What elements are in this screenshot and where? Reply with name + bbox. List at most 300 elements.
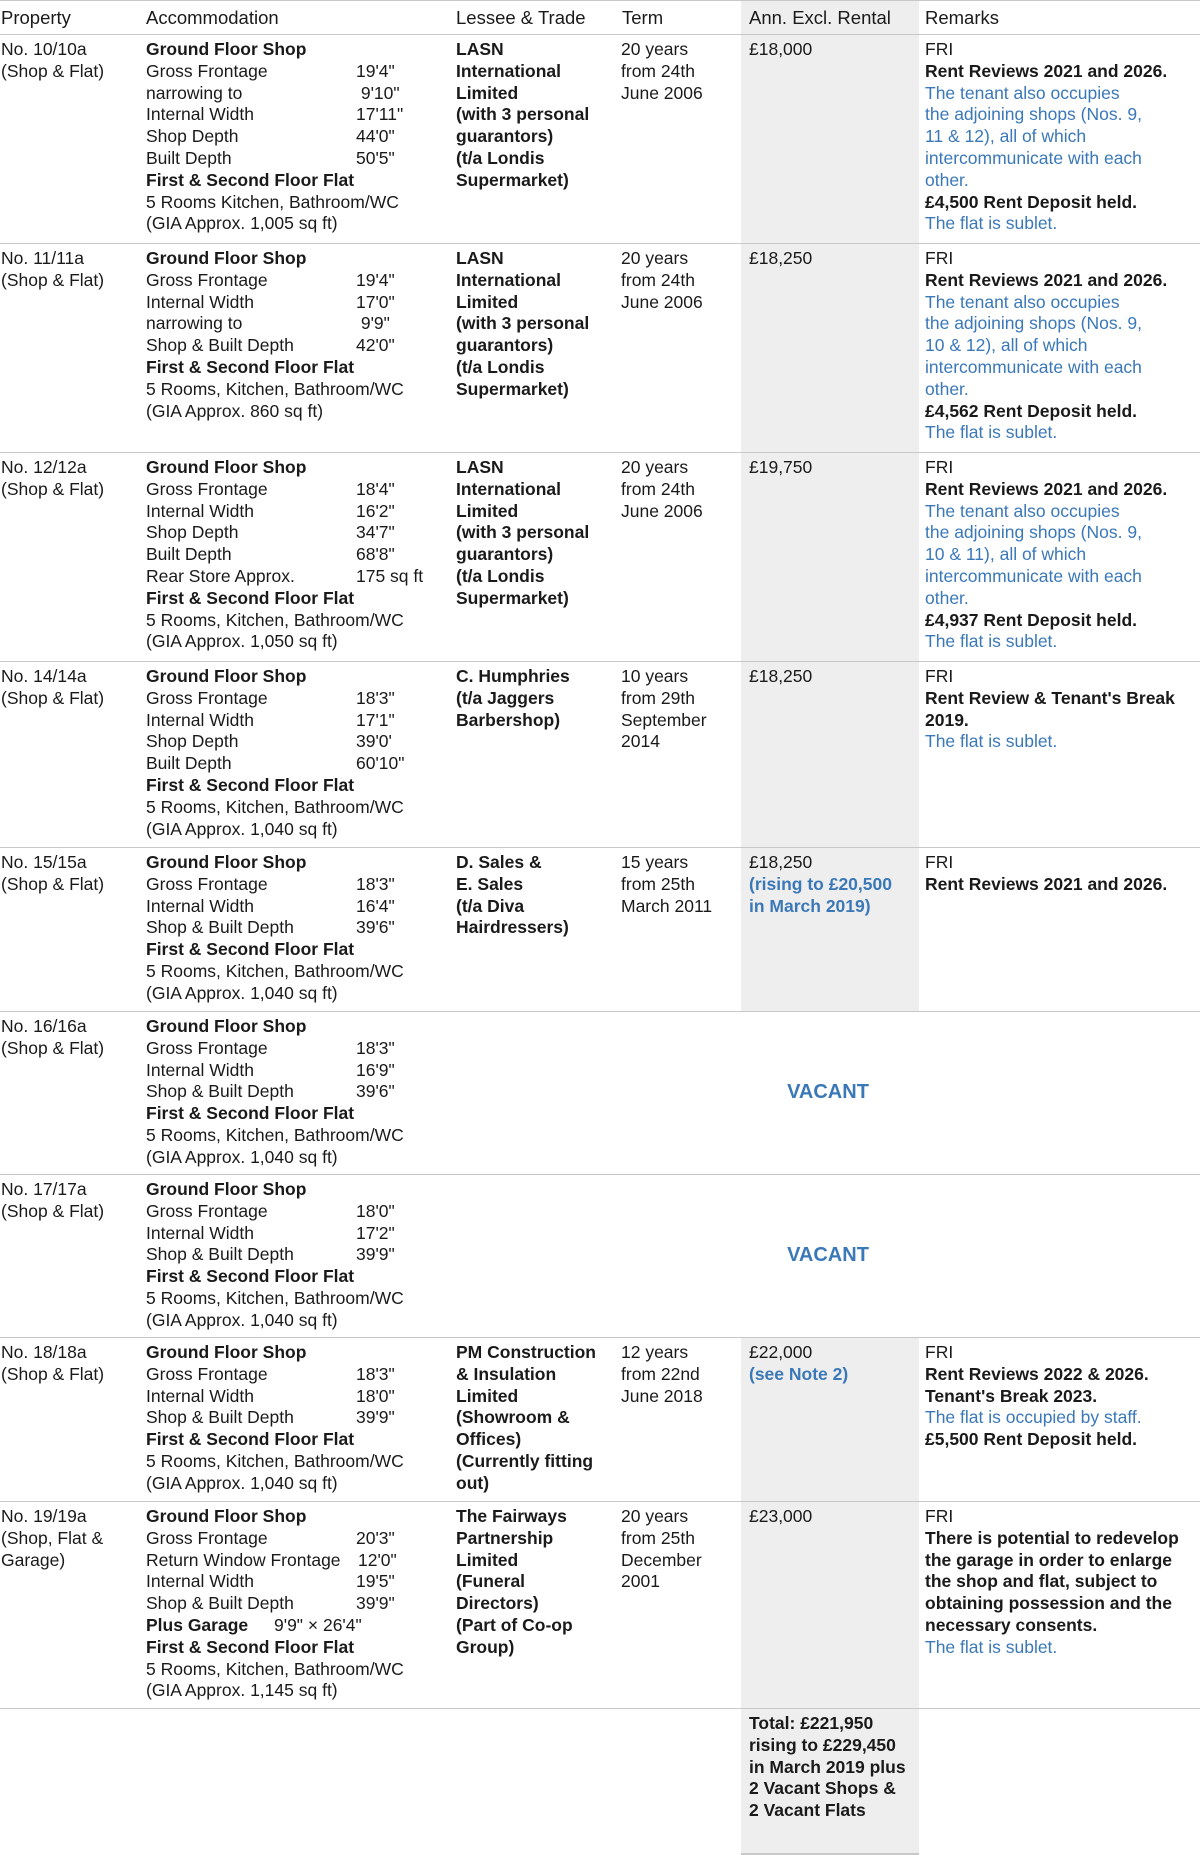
remarks-line: FRI	[925, 852, 954, 872]
accommodation-cell	[144, 1175, 454, 1338]
property-line: (Shop & Flat)	[1, 269, 105, 290]
rental-line: £18,000	[749, 39, 813, 59]
rental-cell	[741, 35, 919, 244]
accommodation-heading: First & Second Floor Flat	[146, 1103, 355, 1124]
dimension-value: 60'10"	[356, 753, 405, 774]
dimension-label: Gross Frontage	[146, 60, 268, 81]
term-line: 20 years	[621, 1506, 689, 1526]
dimension-value: 18'0"	[356, 1385, 395, 1406]
dimension-value: 9'9"	[356, 313, 390, 334]
term-line: 20 years	[621, 39, 689, 59]
remarks-line: FRI	[925, 457, 954, 477]
total-spacer	[621, 1709, 741, 1855]
property-line: No. 10/10a	[1, 39, 87, 59]
dimension-value: 20'3"	[356, 1527, 395, 1548]
term-line: 2001	[621, 1571, 660, 1592]
rental-line: £19,750	[749, 457, 813, 477]
dimension-value: 19'4"	[356, 269, 395, 290]
accommodation-dimension	[146, 148, 454, 170]
property-cell	[0, 244, 144, 453]
remarks-line: FRI	[925, 1342, 954, 1362]
accommodation-line: (GIA Approx. 1,145 sq ft)	[146, 1680, 338, 1701]
term-line: June 2006	[621, 500, 703, 521]
dimension-label: Internal Width	[146, 1571, 254, 1592]
property-line: No. 14/14a	[1, 666, 87, 686]
total-spacer	[144, 1709, 454, 1855]
dimension-label: Built Depth	[146, 753, 232, 774]
remarks-line: Rent Reviews 2021 and 2026.	[925, 478, 1168, 499]
property-line: No. 17/17a	[1, 1179, 87, 1199]
rental-line: (rising to £20,500	[749, 873, 892, 894]
lessee-line: D. Sales &	[456, 852, 542, 872]
table-row	[0, 35, 1200, 244]
lessee-cell	[454, 244, 621, 453]
accommodation-dimension	[146, 522, 454, 544]
table-row	[0, 453, 1200, 662]
lessee-line: (Showroom &	[456, 1407, 570, 1428]
term-line: from 24th	[621, 478, 695, 499]
lessee-line: Limited	[456, 500, 519, 521]
dimension-label: Shop & Built Depth	[146, 1593, 294, 1614]
remarks-cell	[919, 848, 1200, 1012]
accommodation-line: 5 Rooms, Kitchen, Bathroom/WC	[146, 609, 404, 630]
property-cell	[0, 35, 144, 244]
property-cell	[0, 453, 144, 662]
lessee-line: Limited	[456, 1385, 519, 1406]
term-cell	[621, 1502, 741, 1709]
table-body	[0, 35, 1200, 1855]
accommodation-heading: First & Second Floor Flat	[146, 939, 355, 960]
remarks-line: the adjoining shops (Nos. 9,	[925, 104, 1142, 125]
remarks-line: other.	[925, 587, 969, 608]
dimension-label: Rear Store Approx.	[146, 565, 295, 586]
remarks-line: £5,500 Rent Deposit held.	[925, 1429, 1138, 1450]
accommodation-cell	[144, 848, 454, 1012]
accommodation-heading: First & Second Floor Flat	[146, 356, 355, 377]
dimension-value: 9'10"	[356, 82, 400, 103]
accommodation-dimension	[146, 753, 454, 775]
accommodation-dimension	[146, 896, 454, 918]
accommodation-dimension	[146, 544, 454, 566]
lessee-line: out)	[456, 1472, 490, 1493]
accommodation-dimension	[146, 313, 454, 335]
accommodation-line: 5 Rooms, Kitchen, Bathroom/WC	[146, 960, 404, 981]
dimension-label: Internal Width	[146, 1059, 254, 1080]
accommodation-dimension	[146, 1615, 454, 1637]
remarks-line: Rent Reviews 2022 & 2026.	[925, 1363, 1149, 1384]
remarks-line: The flat is sublet.	[925, 1636, 1058, 1657]
remarks-line: FRI	[925, 666, 954, 686]
property-line: No. 19/19a	[1, 1506, 87, 1526]
dimension-label: Shop & Built Depth	[146, 1081, 294, 1102]
dimension-label: Plus Garage	[146, 1614, 249, 1635]
accommodation-line: 5 Rooms, Kitchen, Bathroom/WC	[146, 1287, 404, 1308]
dimension-value: 68'8"	[356, 544, 395, 565]
accommodation-dimension	[146, 270, 454, 292]
dimension-value: 42'0"	[356, 335, 395, 356]
lessee-line: (t/a Londis	[456, 565, 545, 586]
accommodation-heading: Ground Floor Shop	[146, 1016, 307, 1036]
accommodation-line: (GIA Approx. 1,050 sq ft)	[146, 631, 338, 652]
remarks-line: Tenant's Break 2023.	[925, 1385, 1098, 1406]
accommodation-dimension	[146, 688, 454, 710]
lessee-line: Barbershop)	[456, 709, 561, 730]
dimension-value: 12'0"	[358, 1549, 397, 1570]
dimension-value: 17'2"	[356, 1222, 395, 1243]
lessee-line: Partnership	[456, 1527, 554, 1548]
lessee-line: PM Construction	[456, 1342, 596, 1362]
dimension-value: 9'9" × 26'4"	[274, 1614, 362, 1635]
accommodation-line: 5 Rooms, Kitchen, Bathroom/WC	[146, 378, 404, 399]
lessee-line: International	[456, 478, 562, 499]
remarks-cell	[919, 662, 1200, 848]
lessee-line: Supermarket)	[456, 587, 569, 608]
lessee-line: (Part of Co-op	[456, 1614, 573, 1635]
remarks-line: Rent Reviews 2021 and 2026.	[925, 60, 1168, 81]
dimension-label: Shop & Built Depth	[146, 1244, 294, 1265]
dimension-value: 175 sq ft	[356, 565, 424, 586]
accommodation-line: (GIA Approx. 1,040 sq ft)	[146, 818, 338, 839]
total-line: Total: £221,950	[749, 1713, 874, 1733]
property-line: Garage)	[1, 1549, 66, 1570]
accommodation-heading: Ground Floor Shop	[146, 1342, 307, 1362]
dimension-value: 19'4"	[356, 60, 395, 81]
remarks-line: The flat is sublet.	[925, 731, 1058, 752]
lessee-line: LASN	[456, 457, 504, 477]
rental-line: £23,000	[749, 1506, 813, 1526]
dimension-value: 16'2"	[356, 500, 395, 521]
lessee-line: (with 3 personal	[456, 522, 590, 543]
lessee-line: (t/a Londis	[456, 356, 545, 377]
dimension-label: Gross Frontage	[146, 1527, 268, 1548]
dimension-label: Gross Frontage	[146, 269, 268, 290]
remarks-line: The flat is occupied by staff.	[925, 1407, 1142, 1428]
accommodation-cell	[144, 35, 454, 244]
dimension-label: Internal Width	[146, 1222, 254, 1243]
remarks-line: The tenant also occupies	[925, 82, 1120, 103]
accommodation-dimension	[146, 104, 454, 126]
property-line: No. 18/18a	[1, 1342, 87, 1362]
dimension-label: Shop & Built Depth	[146, 1407, 294, 1428]
term-line: 12 years	[621, 1342, 689, 1362]
dimension-value: 18'3"	[356, 687, 395, 708]
dimension-label: Built Depth	[146, 544, 232, 565]
accommodation-line: (GIA Approx. 1,040 sq ft)	[146, 1472, 338, 1493]
accommodation-cell	[144, 453, 454, 662]
term-cell	[621, 1338, 741, 1502]
lessee-line: Supermarket)	[456, 169, 569, 190]
dimension-label: Internal Width	[146, 1385, 254, 1406]
accommodation-heading: First & Second Floor Flat	[146, 587, 355, 608]
lessee-line: Offices)	[456, 1429, 522, 1450]
lessee-line: International	[456, 60, 562, 81]
accommodation-dimension	[146, 1038, 454, 1060]
term-line: June 2006	[621, 82, 703, 103]
accommodation-cell	[144, 1338, 454, 1502]
lessee-line: & Insulation	[456, 1363, 557, 1384]
property-line: (Shop & Flat)	[1, 1200, 105, 1221]
property-cell	[0, 1012, 144, 1175]
term-line: September	[621, 709, 707, 730]
accommodation-dimension	[146, 126, 454, 148]
property-line: No. 11/11a	[1, 248, 85, 268]
lessee-line: guarantors)	[456, 544, 554, 565]
accommodation-line: (GIA Approx. 1,040 sq ft)	[146, 1146, 338, 1167]
total-line: rising to £229,450	[749, 1734, 896, 1755]
vacant-status: VACANT	[454, 1012, 1200, 1175]
dimension-value: 17'0"	[356, 291, 395, 312]
accommodation-dimension	[146, 479, 454, 501]
rental-line: £18,250	[749, 666, 813, 686]
dimension-value: 18'0"	[356, 1200, 395, 1221]
term-line: 2014	[621, 731, 660, 752]
dimension-label: Shop Depth	[146, 731, 239, 752]
lessee-cell	[454, 1502, 621, 1709]
lessee-line: LASN	[456, 248, 504, 268]
remarks-line: FRI	[925, 248, 954, 268]
lessee-cell	[454, 35, 621, 244]
property-line: (Shop & Flat)	[1, 1363, 105, 1384]
remarks-line: other.	[925, 169, 969, 190]
term-line: 10 years	[621, 666, 689, 686]
term-line: June 2006	[621, 291, 703, 312]
term-line: from 22nd	[621, 1363, 700, 1384]
header-property: Property	[0, 1, 144, 35]
remarks-line: £4,937 Rent Deposit held.	[925, 609, 1138, 630]
rental-line: £18,250	[749, 248, 813, 268]
accommodation-heading: Ground Floor Shop	[146, 248, 307, 268]
lessee-line: Hairdressers)	[456, 917, 569, 938]
dimension-value: 18'3"	[356, 1037, 395, 1058]
header-annual-rental: Ann. Excl. Rental	[741, 1, 919, 35]
property-line: (Shop & Flat)	[1, 1037, 105, 1058]
table-row	[0, 1012, 1200, 1175]
rental-cell	[741, 1338, 919, 1502]
term-line: March 2011	[621, 895, 713, 916]
dimension-label: narrowing to	[146, 82, 243, 103]
accommodation-heading: Ground Floor Shop	[146, 457, 307, 477]
remarks-line: the garage in order to enlarge	[925, 1549, 1172, 1570]
remarks-line: There is potential to redevelop	[925, 1527, 1179, 1548]
total-line: 2 Vacant Shops &	[749, 1778, 896, 1799]
rental-line: in March 2019)	[749, 895, 871, 916]
remarks-line: the adjoining shops (Nos. 9,	[925, 522, 1142, 543]
dimension-value: 19'5"	[356, 1571, 395, 1592]
accommodation-heading: Ground Floor Shop	[146, 852, 307, 872]
property-line: (Shop & Flat)	[1, 478, 105, 499]
accommodation-dimension	[146, 1593, 454, 1615]
remarks-line: other.	[925, 378, 969, 399]
accommodation-line: (GIA Approx. 860 sq ft)	[146, 400, 324, 421]
rental-line: £22,000	[749, 1342, 813, 1362]
remarks-line: the shop and flat, subject to	[925, 1571, 1158, 1592]
remarks-line: 11 & 12), all of which	[925, 126, 1087, 147]
term-line: from 29th	[621, 687, 695, 708]
property-cell	[0, 1338, 144, 1502]
dimension-value: 18'3"	[356, 873, 395, 894]
accommodation-cell	[144, 1502, 454, 1709]
property-cell	[0, 848, 144, 1012]
rental-cell	[741, 453, 919, 662]
lessee-line: (t/a Diva	[456, 895, 525, 916]
term-cell	[621, 453, 741, 662]
accommodation-heading: First & Second Floor Flat	[146, 1636, 355, 1657]
table-row	[0, 244, 1200, 453]
remarks-cell	[919, 453, 1200, 662]
accommodation-line: 5 Rooms, Kitchen, Bathroom/WC	[146, 1450, 404, 1471]
term-line: 20 years	[621, 248, 689, 268]
dimension-value: 34'7"	[356, 522, 395, 543]
dimension-label: Internal Width	[146, 709, 254, 730]
accommodation-dimension	[146, 874, 454, 896]
dimension-value: 50'5"	[356, 147, 395, 168]
rental-cell	[741, 1502, 919, 1709]
remarks-line: intercommunicate with each	[925, 147, 1142, 168]
table-row	[0, 1502, 1200, 1709]
total-spacer	[0, 1709, 144, 1855]
term-cell	[621, 35, 741, 244]
rental-cell	[741, 848, 919, 1012]
accommodation-heading: Ground Floor Shop	[146, 666, 307, 686]
dimension-value: 18'4"	[356, 478, 395, 499]
dimension-label: Gross Frontage	[146, 1363, 268, 1384]
accommodation-cell	[144, 662, 454, 848]
term-line: 20 years	[621, 457, 689, 477]
dimension-value: 39'9"	[356, 1593, 395, 1614]
accommodation-dimension	[146, 1244, 454, 1266]
accommodation-line: 5 Rooms Kitchen, Bathroom/WC	[146, 191, 399, 212]
remarks-line: intercommunicate with each	[925, 565, 1142, 586]
accommodation-dimension	[146, 1081, 454, 1103]
term-line: December	[621, 1549, 702, 1570]
vacant-status: VACANT	[454, 1175, 1200, 1338]
remarks-line: The flat is sublet.	[925, 631, 1058, 652]
lessee-line: guarantors)	[456, 126, 554, 147]
table-row	[0, 848, 1200, 1012]
accommodation-dimension	[146, 1571, 454, 1593]
dimension-value: 39'9"	[356, 1244, 395, 1265]
dimension-label: narrowing to	[146, 313, 243, 334]
accommodation-dimension	[146, 1550, 454, 1572]
table-row	[0, 1338, 1200, 1502]
dimension-value: 39'9"	[356, 1407, 395, 1428]
remarks-line: The tenant also occupies	[925, 291, 1120, 312]
remarks-cell	[919, 1338, 1200, 1502]
remarks-line: 10 & 11), all of which	[925, 544, 1087, 565]
header-term: Term	[621, 1, 741, 35]
dimension-label: Gross Frontage	[146, 687, 268, 708]
property-line: No. 15/15a	[1, 852, 87, 872]
accommodation-dimension	[146, 1364, 454, 1386]
accommodation-dimension	[146, 1528, 454, 1550]
property-line: (Shop, Flat &	[1, 1527, 104, 1548]
term-cell	[621, 662, 741, 848]
property-cell	[0, 1175, 144, 1338]
lessee-line: (t/a Londis	[456, 147, 545, 168]
dimension-value: 39'0'	[356, 731, 392, 752]
remarks-line: The tenant also occupies	[925, 500, 1120, 521]
property-line: (Shop & Flat)	[1, 687, 105, 708]
lessee-line: Limited	[456, 291, 519, 312]
accommodation-line: (GIA Approx. 1,040 sq ft)	[146, 982, 338, 1003]
rental-cell	[741, 662, 919, 848]
rental-line: £18,250	[749, 852, 813, 872]
accommodation-line: 5 Rooms, Kitchen, Bathroom/WC	[146, 796, 404, 817]
accommodation-dimension	[146, 1060, 454, 1082]
total-spacer	[454, 1709, 621, 1855]
accommodation-dimension	[146, 710, 454, 732]
accommodation-dimension	[146, 731, 454, 753]
remarks-line: £4,500 Rent Deposit held.	[925, 191, 1138, 212]
remarks-cell	[919, 244, 1200, 453]
property-cell	[0, 662, 144, 848]
property-line: (Shop & Flat)	[1, 60, 105, 81]
total-rental-cell	[741, 1709, 919, 1855]
dimension-label: Return Window Frontage	[146, 1549, 341, 1570]
lessee-line: (with 3 personal	[456, 313, 590, 334]
total-row	[0, 1709, 1200, 1855]
accommodation-heading: Ground Floor Shop	[146, 1506, 307, 1526]
lessee-line: The Fairways	[456, 1506, 567, 1526]
lessee-cell	[454, 848, 621, 1012]
term-line: from 25th	[621, 873, 695, 894]
dimension-label: Gross Frontage	[146, 1037, 268, 1058]
dimension-label: Internal Width	[146, 500, 254, 521]
accommodation-heading: First & Second Floor Flat	[146, 774, 355, 795]
lessee-line: (with 3 personal	[456, 104, 590, 125]
term-line: June 2018	[621, 1385, 703, 1406]
lessee-line: (Funeral	[456, 1571, 526, 1592]
table-row	[0, 662, 1200, 848]
total-spacer	[919, 1709, 1200, 1855]
dimension-label: Shop & Built Depth	[146, 917, 294, 938]
lessee-line: Limited	[456, 82, 519, 103]
header-remarks: Remarks	[919, 1, 1200, 35]
total-line: 2 Vacant Flats	[749, 1800, 866, 1821]
property-line: No. 12/12a	[1, 457, 87, 477]
accommodation-heading: Ground Floor Shop	[146, 1179, 307, 1199]
accommodation-heading: First & Second Floor Flat	[146, 169, 355, 190]
accommodation-cell	[144, 1012, 454, 1175]
accommodation-dimension	[146, 917, 454, 939]
property-cell	[0, 1502, 144, 1709]
accommodation-dimension	[146, 61, 454, 83]
header-accommodation: Accommodation	[144, 1, 454, 35]
lessee-cell	[454, 453, 621, 662]
lessee-line: LASN	[456, 39, 504, 59]
property-line: (Shop & Flat)	[1, 873, 105, 894]
accommodation-heading: First & Second Floor Flat	[146, 1429, 355, 1450]
dimension-label: Internal Width	[146, 895, 254, 916]
term-line: from 25th	[621, 1527, 695, 1548]
total-line: in March 2019 plus	[749, 1756, 906, 1777]
table-row	[0, 1175, 1200, 1338]
remarks-line: 2019.	[925, 709, 969, 730]
accommodation-dimension	[146, 1386, 454, 1408]
dimension-label: Built Depth	[146, 147, 232, 168]
accommodation-line: (GIA Approx. 1,005 sq ft)	[146, 213, 338, 234]
accommodation-dimension	[146, 566, 454, 588]
dimension-value: 39'6"	[356, 1081, 395, 1102]
lessee-line: (Currently fitting	[456, 1450, 594, 1471]
remarks-line: The flat is sublet.	[925, 213, 1058, 234]
accommodation-line: 5 Rooms, Kitchen, Bathroom/WC	[146, 1124, 404, 1145]
dimension-value: 39'6"	[356, 917, 395, 938]
dimension-value: 18'3"	[356, 1363, 395, 1384]
lessee-line: C. Humphries	[456, 666, 570, 686]
remarks-line: 10 & 12), all of which	[925, 335, 1088, 356]
accommodation-dimension	[146, 292, 454, 314]
